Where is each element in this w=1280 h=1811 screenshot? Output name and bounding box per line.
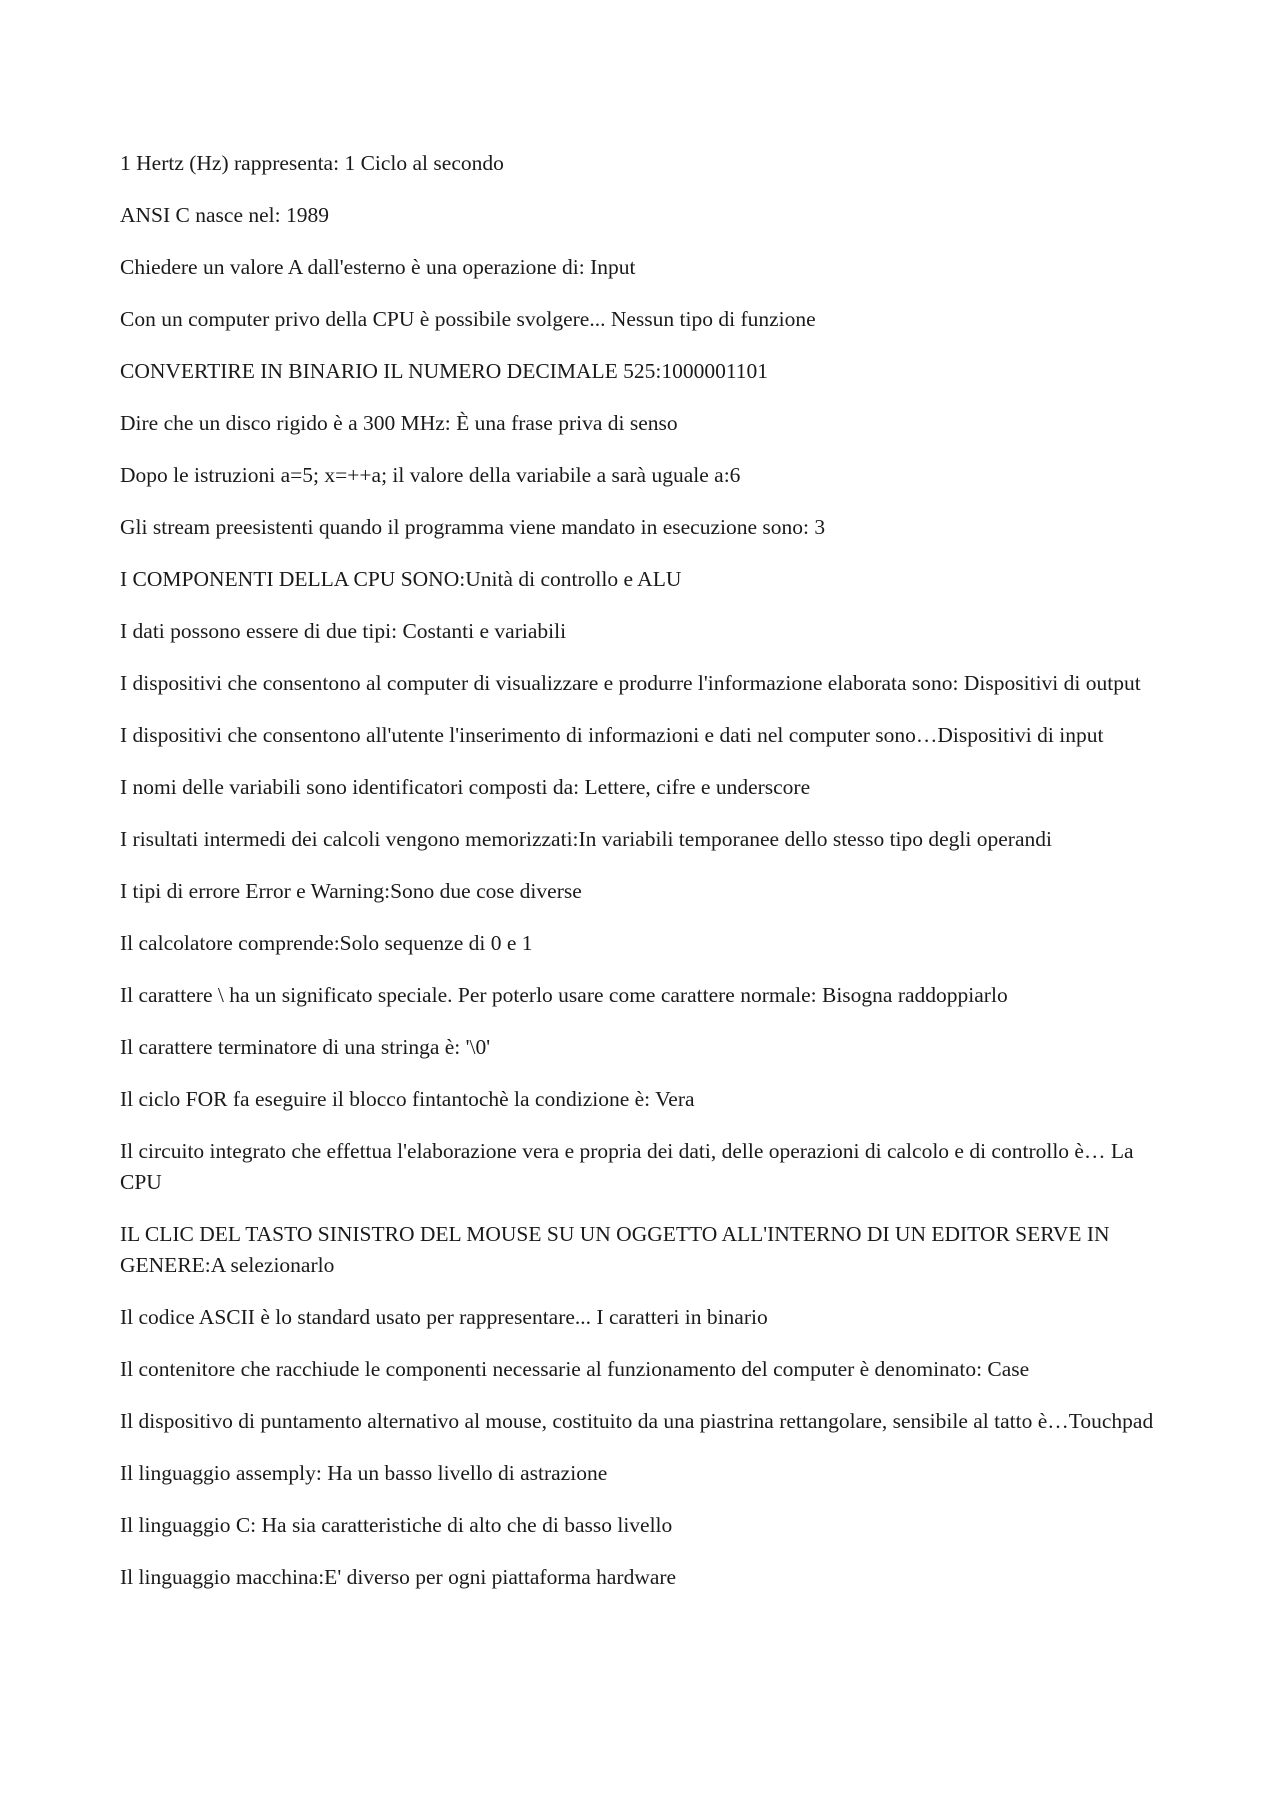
paragraph: Il carattere terminatore di una stringa è: '\0' — [120, 1035, 491, 1059]
paragraph: 1 Hertz (Hz) rappresenta: 1 Ciclo al secondo — [120, 151, 504, 175]
paragraph: Chiedere un valore A dall'esterno è una operazione di: Input — [120, 255, 636, 279]
paragraph: Dopo le istruzioni a=5; x=++a; il valore della variabile a sarà uguale a:6 — [120, 463, 741, 487]
paragraph: Il dispositivo di puntamento alternativo al mouse, costituito da una piastrina rettangolare, sensibile al tatto è…Touchpad — [120, 1409, 1154, 1433]
paragraph: I COMPONENTI DELLA CPU SONO:Unità di controllo e ALU — [120, 567, 682, 591]
paragraph: I dispositivi che consentono all'utente l'inserimento di informazioni e dati nel computer sono…Dispositivi di input — [120, 723, 1104, 747]
paragraph: Il linguaggio macchina:E' diverso per ogni piattaforma hardware — [120, 1565, 677, 1589]
paragraph: IL CLIC DEL TASTO SINISTRO DEL MOUSE SU UN OGGETTO ALL'INTERNO DI UN EDITOR SERVE IN GENERE:A selezionarlo — [120, 1222, 1110, 1277]
paragraph: Gli stream preesistenti quando il programma viene mandato in esecuzione sono: 3 — [120, 515, 826, 539]
paragraph: Il contenitore che racchiude le componenti necessarie al funzionamento del computer è denominato: Case — [120, 1357, 1030, 1381]
paragraph: I tipi di errore Error e Warning:Sono due cose diverse — [120, 879, 582, 903]
paragraph: I risultati intermedi dei calcoli vengono memorizzati:In variabili temporanee dello stesso tipo degli operandi — [120, 827, 1052, 851]
paragraph: Il circuito integrato che effettua l'elaborazione vera e propria dei dati, delle operazioni di calcolo e di controllo è… La CPU — [120, 1139, 1134, 1194]
paragraph: Il ciclo FOR fa eseguire il blocco fintantochè la condizione è: Vera — [120, 1087, 695, 1111]
paragraph: I dispositivi che consentono al computer di visualizzare e produrre l'informazione elaborata sono: Dispositivi di output — [120, 671, 1141, 695]
paragraph: Il carattere \ ha un significato speciale. Per poterlo usare come carattere normale: Bisogna raddoppiarlo — [120, 983, 1008, 1007]
paragraph: ANSI C nasce nel: 1989 — [120, 203, 329, 227]
paragraph: CONVERTIRE IN BINARIO IL NUMERO DECIMALE 525:1000001101 — [120, 359, 769, 383]
paragraph: Il calcolatore comprende:Solo sequenze di 0 e 1 — [120, 931, 533, 955]
document-body — [120, 148, 1165, 1614]
paragraph: I nomi delle variabili sono identificatori composti da: Lettere, cifre e underscore — [120, 775, 811, 799]
paragraph: I dati possono essere di due tipi: Costanti e variabili — [120, 619, 567, 643]
paragraph: Con un computer privo della CPU è possibile svolgere... Nessun tipo di funzione — [120, 307, 816, 331]
paragraph: Il codice ASCII è lo standard usato per rappresentare... I caratteri in binario — [120, 1305, 768, 1329]
paragraph: Il linguaggio C: Ha sia caratteristiche di alto che di basso livello — [120, 1513, 673, 1537]
paragraph: Il linguaggio assemply: Ha un basso livello di astrazione — [120, 1461, 608, 1485]
paragraph: Dire che un disco rigido è a 300 MHz: È una frase priva di senso — [120, 411, 678, 435]
